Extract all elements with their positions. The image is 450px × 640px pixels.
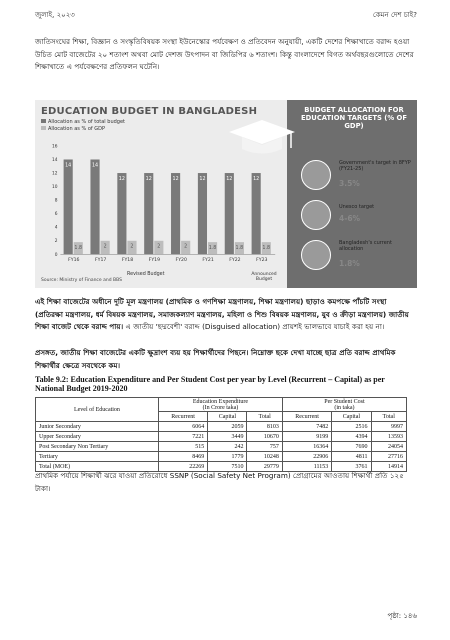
bar-value-label: 2 bbox=[184, 244, 188, 250]
education-budget-infographic bbox=[35, 100, 417, 288]
bar-value-label: 12 bbox=[253, 176, 260, 182]
y-tick-label: 14 bbox=[51, 157, 58, 163]
table-cell: 10248 bbox=[247, 452, 282, 462]
table-title: Table 9.2: Education Expenditure and Per Student Cost per year by Level (Recurrent – Capital) as per National Budget 2019-2020 bbox=[35, 375, 385, 393]
col-header: Recurrent bbox=[282, 412, 331, 422]
y-tick-label: 4 bbox=[54, 225, 58, 231]
table-cell: 11153 bbox=[282, 462, 331, 472]
col-header: Total bbox=[247, 412, 282, 422]
header-date: জুলাই, ২০২৩ bbox=[35, 11, 75, 19]
col-header: Capital bbox=[208, 412, 247, 422]
table-cell: 7221 bbox=[158, 432, 207, 442]
table-cell: 9997 bbox=[371, 422, 407, 432]
bar-value-label: 2 bbox=[130, 244, 134, 250]
y-tick-label: 10 bbox=[51, 185, 58, 191]
target-panel bbox=[287, 100, 417, 288]
bar-value-label: 12 bbox=[118, 176, 125, 182]
building-icon bbox=[301, 160, 331, 190]
table-cell: 7690 bbox=[332, 442, 371, 452]
col-header: Recurrent bbox=[158, 412, 207, 422]
table-cell: 9199 bbox=[282, 432, 331, 442]
page-number: পৃষ্ঠা: ১৪৬ bbox=[387, 612, 417, 620]
legend-gdp: Allocation as % of GDP bbox=[41, 126, 105, 132]
table-cell: 6064 bbox=[158, 422, 207, 432]
table-cell: 3761 bbox=[332, 462, 371, 472]
table-cell: 2516 bbox=[332, 422, 371, 432]
y-tick-label: 0 bbox=[54, 252, 58, 258]
legend-swatch-light bbox=[41, 126, 46, 130]
table-cell: 3449 bbox=[208, 432, 247, 442]
bar-total-budget bbox=[171, 173, 180, 254]
revised-budget-label: Revised Budget bbox=[127, 272, 165, 277]
table-cell: 22269 bbox=[158, 462, 207, 472]
table-cell: 4811 bbox=[332, 452, 371, 462]
header-title: কেমন দেশ চাই? bbox=[372, 11, 417, 19]
table-cell: Junior Secondary bbox=[36, 422, 159, 432]
panel-title: BUDGET ALLOCATION FOR EDUCATION TARGETS (% OF GDP) bbox=[301, 106, 407, 130]
bar-value-label: 1.8 bbox=[208, 245, 217, 251]
panel-item-3-value: 1.8% bbox=[339, 259, 360, 268]
table-cell: 22906 bbox=[282, 452, 331, 462]
bar-total-budget bbox=[117, 173, 126, 254]
paragraph-intro: জাতিসংঘের শিক্ষা, বিজ্ঞান ও সংস্কৃতিবিষয়ক সংস্থা ইউনেস্কোর পর্যবেক্ষণ ও প্রতিবেদন অনুযায়ী, একটি দেশের শিক্ষাখাতে বরাদ্দ হওয়া উচিত মোট বাজেটের ২০ শতাংশ অথবা মোট দেশজ উৎপাদন বা জিডিপির ৬ শতাংশ। কিন্তু বাংলাদেশে বিগত অর্থবছরগুলোতে দেশের শিক্ষাখাতে এ পর্যবেক্ষণের প্রতিফলন ঘটেনি। bbox=[35, 37, 414, 71]
panel-item-2-label: Unesco target bbox=[339, 204, 375, 210]
expenditure-group-header: Education Expenditure (In Crore taka) bbox=[158, 398, 282, 412]
table-cell: 757 bbox=[247, 442, 282, 452]
x-tick-label: FY16 bbox=[68, 258, 80, 264]
bar-value-label: 12 bbox=[226, 176, 233, 182]
table-row bbox=[36, 452, 407, 462]
bar-value-label: 12 bbox=[172, 176, 179, 182]
bar-value-label: 14 bbox=[91, 163, 99, 169]
bar-value-label: 12 bbox=[145, 176, 152, 182]
bar-value-label: 2 bbox=[157, 244, 161, 250]
panel-item-2-value: 4-6% bbox=[339, 214, 361, 223]
table-cell: 242 bbox=[208, 442, 247, 452]
bar-total-budget bbox=[90, 159, 99, 254]
table-cell: 29779 bbox=[247, 462, 282, 472]
table-cell: Total (MOE) bbox=[36, 462, 159, 472]
table-cell: 14914 bbox=[371, 462, 407, 472]
table-cell: 7482 bbox=[282, 422, 331, 432]
level-header: Level of Education bbox=[36, 398, 159, 422]
table-cell: 24054 bbox=[371, 442, 407, 452]
bar-total-budget bbox=[198, 173, 207, 254]
table-cell: 515 bbox=[158, 442, 207, 452]
y-tick-label: 2 bbox=[54, 239, 58, 245]
y-tick-label: 12 bbox=[51, 171, 58, 177]
x-tick-label: FY21 bbox=[202, 258, 214, 264]
table-cell: Post Secondary Non Tertiary bbox=[36, 442, 159, 452]
budget-bar-chart bbox=[43, 144, 281, 264]
infographic-title: EDUCATION BUDGET IN BANGLADESH bbox=[41, 106, 258, 117]
col-header: Total bbox=[371, 412, 407, 422]
table-cell: 4394 bbox=[332, 432, 371, 442]
bar-total-budget bbox=[225, 173, 234, 254]
flag-icon bbox=[301, 240, 331, 270]
table-cell: 13593 bbox=[371, 432, 407, 442]
panel-item-1-value: 3.5% bbox=[339, 179, 360, 188]
x-tick-label: FY18 bbox=[121, 258, 134, 264]
legend-total-budget: Allocation as % of total budget bbox=[41, 119, 125, 125]
ministries-text: এই শিক্ষা বাজেটের অধীনে দুটি মূল মন্ত্রণালয় (প্রাথমিক ও গণশিক্ষা মন্ত্রণালয়, শিক্ষা মন্ত্রণালয়) ছাড়াও কমপক্ষে পাঁচটি সংস্থা (প্রতিরক্ষা মন্ত্রণালয়, ধর্ম বিষয়ক মন্ত্রণালয়, সমাজকল্যাণ মন্ত্রণালয়, মহিলা ও শিশু বিষয়ক মন্ত্রণালয়, যুব ও ক্রীড়া মন্ত্রণালয়) জাতীয় শিক্ষা বাজেট থেকে বরাদ্দ পায়। bbox=[35, 297, 409, 331]
panel-item-3-label: Bangladesh's current allocation bbox=[339, 240, 392, 252]
bar-value-label: 1.8 bbox=[235, 245, 244, 251]
globe-icon bbox=[301, 200, 331, 230]
bar-value-label: 1.8 bbox=[74, 245, 83, 251]
legend-swatch-dark bbox=[41, 119, 46, 123]
table-row bbox=[36, 442, 407, 452]
x-tick-label: FY20 bbox=[175, 258, 187, 264]
bar-value-label: 2 bbox=[103, 244, 107, 250]
table-cell: 10670 bbox=[247, 432, 282, 442]
table-row bbox=[36, 422, 407, 432]
paragraph-student-share: প্রসঙ্গত, জাতীয় শিক্ষা বাজেটের একটি ক্ষুদ্রাংশ ব্যয় হয় শিক্ষার্থীদের পিছনে। নিম্নোক্ত ছকে দেখা যাচ্ছে ছাত্র প্রতি বরাদ্দ প্রাথমিক শিক্ষার্থীর ক্ষেত্রে সবথেকে কম। bbox=[35, 348, 396, 370]
table-cell: 2059 bbox=[208, 422, 247, 432]
table-cell: 7510 bbox=[208, 462, 247, 472]
col-header: Capital bbox=[332, 412, 371, 422]
x-tick-label: FY19 bbox=[148, 258, 161, 264]
x-tick-label: FY17 bbox=[94, 258, 107, 264]
expenditure-table bbox=[35, 397, 407, 472]
y-tick-label: 16 bbox=[51, 144, 58, 150]
table-cell: 1779 bbox=[208, 452, 247, 462]
bar-value-label: 14 bbox=[65, 163, 72, 169]
x-tick-label: FY22 bbox=[229, 258, 241, 264]
graduation-cap-icon bbox=[227, 118, 297, 158]
table-cell: Upper Secondary bbox=[36, 432, 159, 442]
table-cell: 27716 bbox=[371, 452, 407, 462]
table-cell: 8103 bbox=[247, 422, 282, 432]
paragraph-ssnp: প্রাথমিক পর্যায়ে শিক্ষার্থী ঝরে যাওয়া প্রতিরোধে SSNP (Social Safety Net Program) প্রোগ্রামের আওতায় শিক্ষার্থী প্রতি ১২৫ টাকা। bbox=[35, 471, 404, 493]
panel-item-1-label: Government's target in 8FYP (FY21-25) bbox=[339, 160, 411, 172]
y-tick-label: 8 bbox=[54, 198, 58, 204]
per-student-group-header: Per Student Cost (in taka) bbox=[282, 398, 406, 412]
bar-total-budget bbox=[64, 159, 73, 254]
table-cell: 16364 bbox=[282, 442, 331, 452]
table-cell: Tertiary bbox=[36, 452, 159, 462]
disguised-allocation-text: এ জাতীয় 'ছদ্মবেশী' বরাদ্দ (Disguised allocation) প্রায়শই ভালভাবে যাচাই করা হয় না। bbox=[123, 322, 385, 331]
x-tick-label: FY23 bbox=[256, 258, 268, 264]
y-tick-label: 6 bbox=[54, 212, 58, 218]
table-cell: 8469 bbox=[158, 452, 207, 462]
bar-value-label: 1.8 bbox=[262, 245, 271, 251]
paragraph-ministries bbox=[35, 296, 415, 334]
announced-budget-label: Announced Budget bbox=[251, 272, 277, 282]
bar-total-budget bbox=[144, 173, 153, 254]
source-note: Source: Ministry of Finance and BBS bbox=[41, 278, 122, 283]
bar-value-label: 12 bbox=[199, 176, 206, 182]
table-row bbox=[36, 432, 407, 442]
bar-total-budget bbox=[252, 173, 261, 254]
